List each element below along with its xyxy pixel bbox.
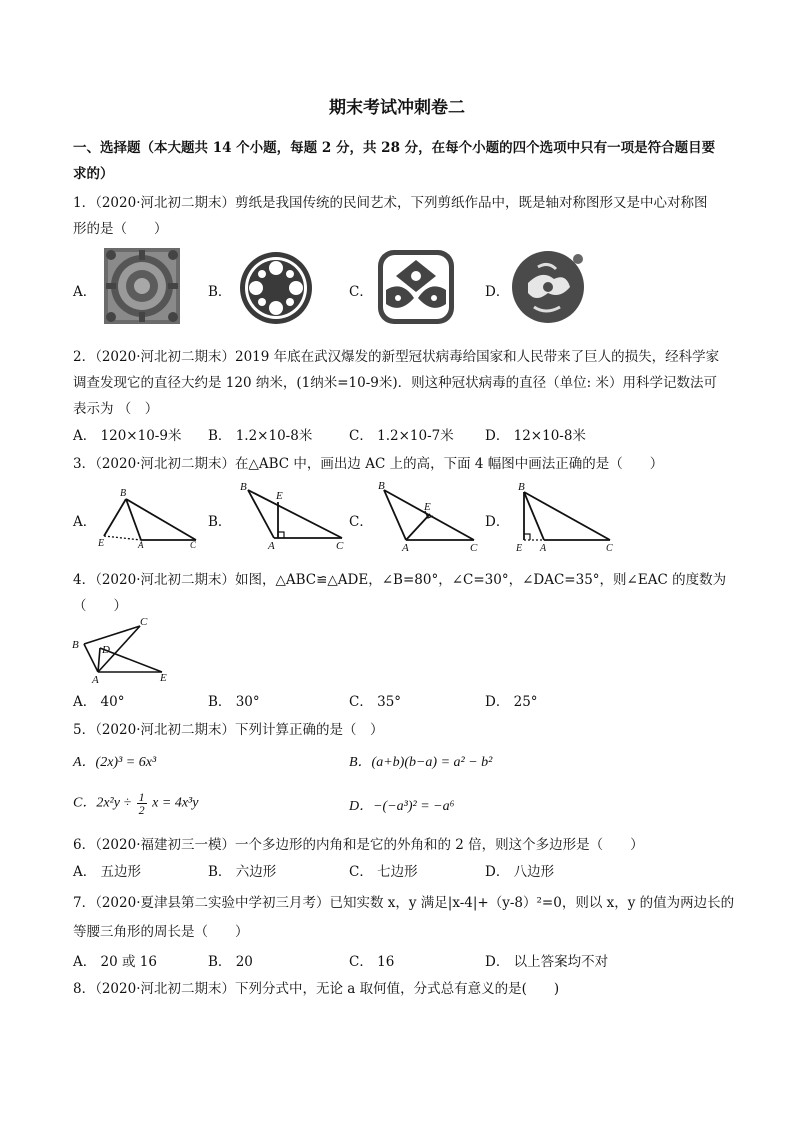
q2-stem-line1: 2．（2020·河北初二期末）2019 年底在武汉爆发的新型冠状病毒给国家和人民带来了巨人的损失，经科学家 [73, 349, 720, 365]
q3-option-a-label: A． [73, 514, 97, 530]
paper-cut-wheel-icon [238, 250, 314, 330]
vertex-label-c: C [470, 542, 478, 552]
vertex-label-a: A [540, 543, 547, 552]
q6-option-a: A． 五边形 [73, 864, 142, 880]
q2-stem-line2: 调查发现它的直径大约是 120 纳米，(1纳米=10-9米)．则这种冠状病毒的直径（单位: 米）用科学记数法可 [73, 375, 717, 391]
q1-stem-line2: 形的是（ ） [73, 221, 168, 237]
q6-option-c: C． 七边形 [349, 864, 418, 880]
vertex-label-a: A [402, 542, 409, 552]
q7-option-b: B． 20 [208, 954, 253, 970]
vertex-label-e: E [276, 490, 283, 502]
fig-label-e: E [160, 672, 167, 684]
q4-stem-line1: 4．（2020·河北初二期末）如图，△ABC≌△ADE，∠B=80°，∠C=30°，∠DAC=35°，则∠EAC 的度数为 [73, 572, 727, 588]
fraction [137, 791, 147, 816]
q6-option-b: B． 六边形 [208, 864, 277, 880]
q3-option-c-label: C． [349, 514, 373, 530]
q3-option-d-label: D． [485, 514, 510, 530]
q5-option-c [73, 791, 198, 816]
q5-option-b: B．(a+b)(b−a) = a² − b² [349, 755, 493, 770]
vertex-label-e: E [516, 543, 523, 552]
vertex-label-b: B [120, 488, 127, 499]
vertex-label-e: E [424, 501, 431, 513]
vertex-label-b: B [240, 481, 247, 493]
section-heading-line2: 求的） [73, 166, 114, 182]
q2-stem-line3: 表示为 （ ） [73, 401, 159, 417]
q1-option-c-label: C． [349, 284, 373, 300]
q1-stem-line1: 1．（2020·河北初二期末）剪纸是我国传统的民间艺术，下列剪纸作品中，既是轴对称图形又是中心对称图 [73, 195, 708, 211]
q1-option-d-label: D． [485, 284, 510, 300]
fig-label-c: C [140, 616, 148, 628]
vertex-label-a: A [268, 540, 275, 550]
q3-figure-a [98, 486, 200, 552]
q2-option-b: B． 1.2×10-8米 [208, 428, 313, 444]
q4-option-d: D． 25° [485, 694, 538, 710]
q7-stem-line2: 等腰三角形的周长是（ ） [73, 924, 249, 940]
q8-stem-line1: 8．（2020·河北初二期末）下列分式中，无论 a 取何值，分式总有意义的是( ) [73, 981, 560, 997]
vertex-label-b: B [518, 481, 525, 493]
q6-option-d: D． 八边形 [485, 864, 555, 880]
fraction-denominator: 2 [138, 803, 145, 817]
q7-option-d: D． 以上答案均不对 [485, 954, 609, 970]
fig-label-d: D [102, 644, 110, 656]
q7-stem-line1: 7．（2020·夏津县第二实验中学初三月考）已知实数 x，y 满足|x-4|+（y-8）²=0，则以 x，y 的值为两边长的 [73, 895, 735, 911]
page-title: 期末考试冲刺卷二 [329, 98, 465, 118]
q3-option-b-label: B． [208, 514, 232, 530]
vertex-label-c: C [190, 540, 197, 548]
vertex-label-c: C [336, 540, 344, 550]
vertex-label-b: B [378, 480, 385, 492]
q5-option-c-prefix: C．2x²y ÷ [73, 795, 132, 811]
vertex-label-e: E [98, 538, 105, 548]
paper-cut-flower-icon [508, 247, 588, 331]
q6-stem-line1: 6．（2020·福建初三一模）一个多边形的内角和是它的外角和的 2 倍，则这个多边形是（ ） [73, 837, 644, 853]
q2-option-a: A． 120×10-9米 [73, 428, 182, 444]
q4-option-b: B． 30° [208, 694, 260, 710]
vertex-label-c: C [606, 543, 613, 552]
vertex-label-a: A [138, 540, 144, 548]
q4-figure [70, 612, 180, 688]
paper-cut-square-icon [103, 247, 181, 329]
fig-label-b: B [72, 639, 79, 651]
q4-option-a: A． 40° [73, 694, 125, 710]
fraction-numerator: 1 [138, 790, 145, 804]
q7-option-a: A． 20 或 16 [73, 954, 157, 970]
q2-option-c: C． 1.2×10-7米 [349, 428, 454, 444]
q5-option-a: A．(2x)³ = 6x³ [73, 755, 157, 770]
q4-option-c: C． 35° [349, 694, 402, 710]
paper-cut-fish-icon [374, 246, 458, 332]
q3-figure-d [512, 480, 616, 556]
q5-option-d: D．−(−a³)² = −a⁶ [349, 799, 455, 814]
q3-figure-c [372, 478, 480, 556]
q5-option-c-suffix: x = 4x³y [152, 795, 199, 811]
q2-option-d: D． 12×10-8米 [485, 428, 586, 444]
q7-option-c: C． 16 [349, 954, 395, 970]
fig-label-a: A [92, 674, 99, 684]
q5-stem-line1: 5．（2020·河北初二期末）下列计算正确的是（ ） [73, 722, 384, 738]
section-heading-line1: 一、选择题（本大题共 14 个小题，每题 2 分，共 28 分，在每个小题的四个选项中只有一项是符合题目要 [73, 140, 716, 156]
q3-stem-line1: 3．（2020·河北初二期末）在△ABC 中，画出边 AC 上的高，下面 4 幅图中画法正确的是（ ） [73, 456, 664, 472]
q1-option-b-label: B． [208, 284, 232, 300]
q4-stem-line2: （ ） [73, 598, 127, 614]
q3-figure-b [234, 480, 350, 554]
q1-option-a-label: A． [73, 284, 97, 300]
